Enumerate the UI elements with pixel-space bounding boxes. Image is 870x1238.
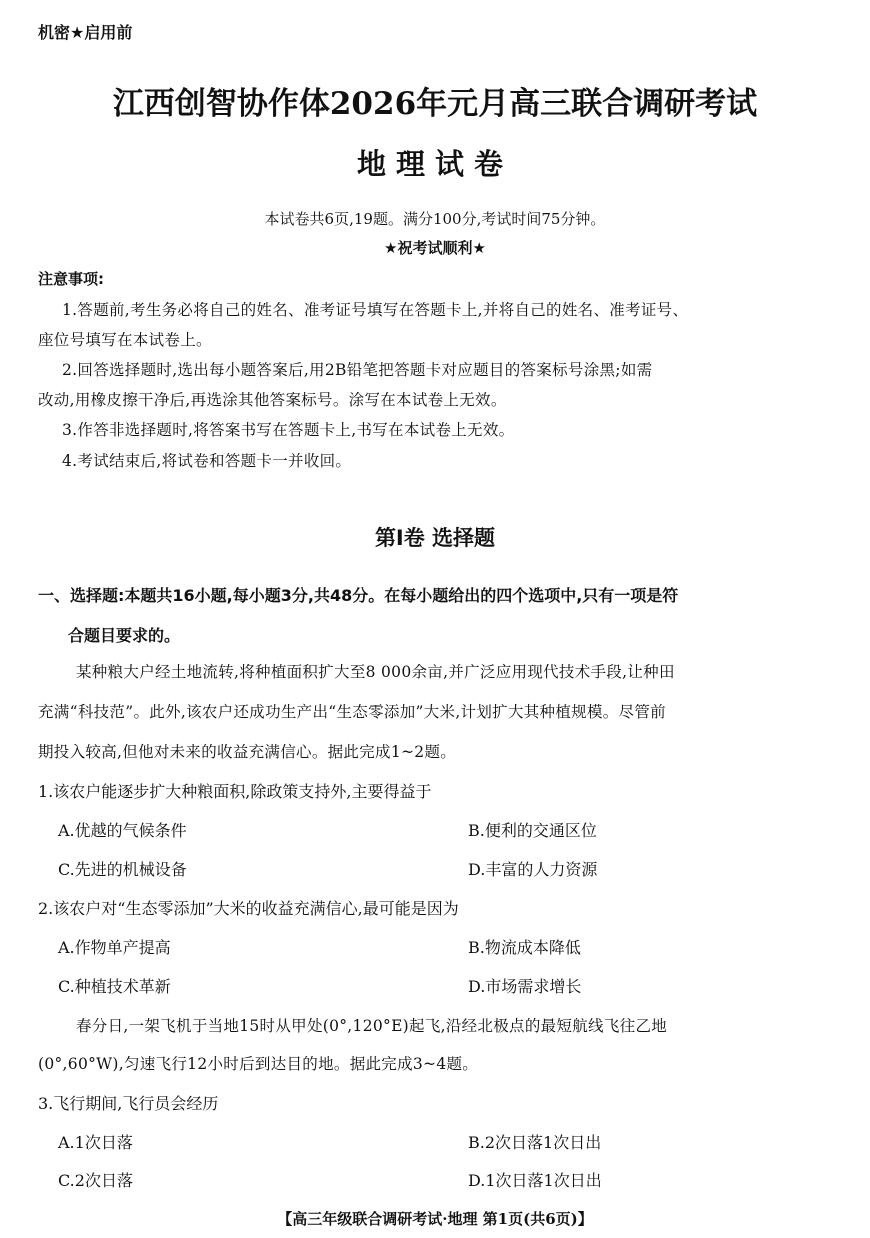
section-title: 第Ⅰ卷 选择题 <box>374 526 496 550</box>
passage-line: 充满“科技范”。此外,该农户还成功生产出“生态零添加”大米,计划扩大其种植规模。尽管前 <box>38 703 666 721</box>
part-instruction: 一、选择题:本题共16小题,每小题3分,共48分。在每小题给出的四个选项中,只有一项是符 <box>38 586 679 605</box>
option-d: D.市场需求增长 <box>468 977 582 996</box>
exam-info: 本试卷共6页,19题。满分100分,考试时间75分钟。 <box>264 210 606 228</box>
page-footer: 【高三年级联合调研考试·地理 第1页(共6页)】 <box>277 1210 593 1228</box>
option-c: C.先进的机械设备 <box>58 860 187 879</box>
notice-line: 改动,用橡皮擦干净后,再选涂其他答案标号。涂写在本试卷上无效。 <box>38 391 507 409</box>
passage-line: 期投入较高,但他对未来的收益充满信心。据此完成1~2题。 <box>38 743 457 761</box>
notice-line: 座位号填写在本试卷上。 <box>38 331 212 349</box>
notice-line: 4.考试结束后,将试卷和答题卡一并收回。 <box>62 452 352 470</box>
exam-title: 江西创智协作体2026年元月高三联合调研考试 <box>112 86 758 122</box>
passage-line: (0°,60°W),匀速飞行12小时后到达目的地。据此完成3~4题。 <box>38 1055 479 1073</box>
notice-line: 2.回答选择题时,选出每小题答案后,用2B铅笔把答题卡对应题目的答案标号涂黑;如需 <box>62 361 653 379</box>
question-stem: 1.该农户能逐步扩大种粮面积,除政策支持外,主要得益于 <box>38 782 432 801</box>
option-b: B.便利的交通区位 <box>468 821 597 840</box>
good-luck-line: ★祝考试顺利★ <box>384 239 486 257</box>
passage-line: 某种粮大户经土地流转,将种植面积扩大至8 000余亩,并广泛应用现代技术手段,让种田 <box>76 663 675 681</box>
notice-line: 3.作答非选择题时,将答案书写在答题卡上,书写在本试卷上无效。 <box>62 421 515 439</box>
option-d: D.1次日落1次日出 <box>468 1171 602 1190</box>
question-stem: 3.飞行期间,飞行员会经历 <box>38 1094 219 1113</box>
passage-line: 春分日,一架飞机于当地15时从甲处(0°,120°E)起飞,沿经北极点的最短航线飞往乙地 <box>76 1017 668 1035</box>
question-stem: 2.该农户对“生态零添加”大米的收益充满信心,最可能是因为 <box>38 899 459 918</box>
option-d: D.丰富的人力资源 <box>468 860 598 879</box>
option-a: A.优越的气候条件 <box>58 821 187 840</box>
confidential-label: 机密★启用前 <box>38 23 133 42</box>
option-a: A.作物单产提高 <box>58 938 171 957</box>
option-b: B.物流成本降低 <box>468 938 581 957</box>
option-c: C.种植技术革新 <box>58 977 171 996</box>
notice-heading: 注意事项: <box>38 270 104 288</box>
option-c: C.2次日落 <box>58 1171 133 1190</box>
notice-line: 1.答题前,考生务必将自己的姓名、准考证号填写在答题卡上,并将自己的姓名、准考证号、 <box>62 301 689 319</box>
exam-subtitle: 地理试卷 <box>356 147 513 181</box>
part-instruction-cont: 合题目要求的。 <box>68 626 181 645</box>
option-a: A.1次日落 <box>58 1133 133 1152</box>
option-b: B.2次日落1次日出 <box>468 1133 602 1152</box>
